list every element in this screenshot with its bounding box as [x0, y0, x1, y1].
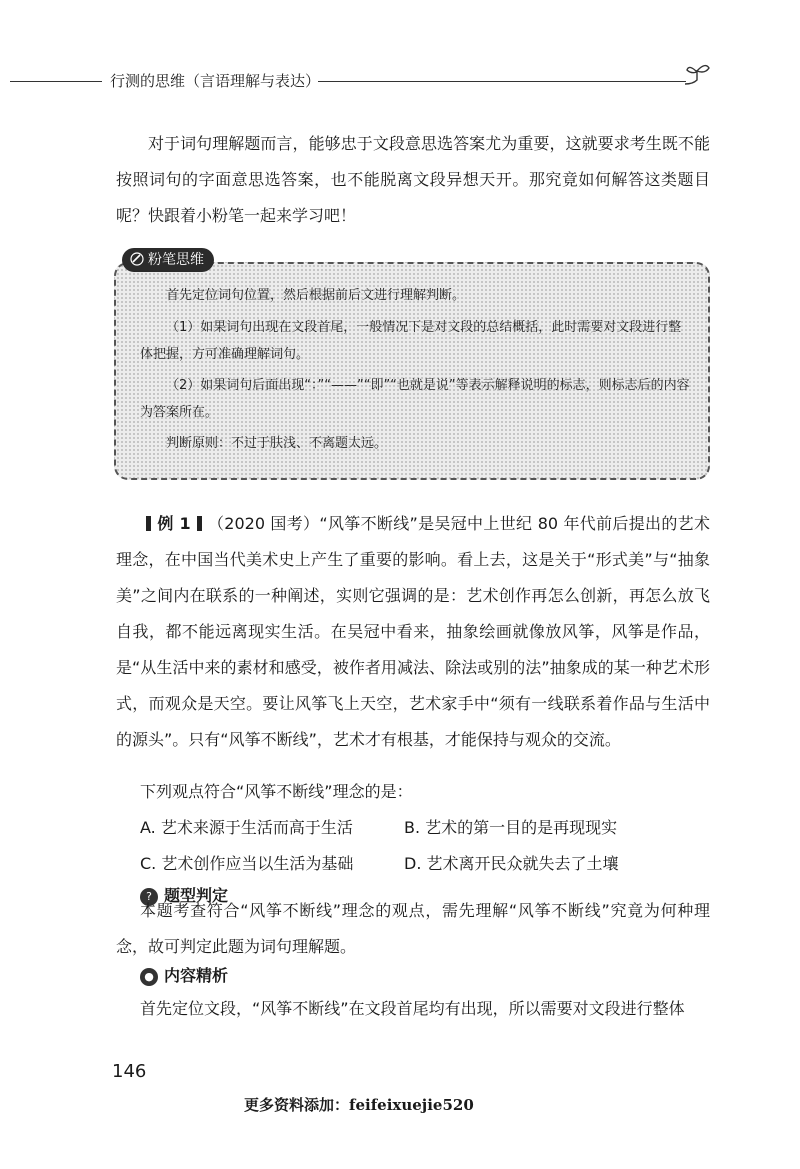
chalk-icon: [130, 252, 144, 266]
option-b: B. 艺术的第一目的是再现现实: [404, 818, 618, 837]
chalk-line-2: （1）如果词句出现在文段首尾，一般情况下是对文段的总结概括，此时需要对文段进行整体把握，方可准确理解词句。: [140, 320, 682, 362]
header-title: 行测的思维（言语理解与表达）: [110, 72, 321, 90]
page-number: 146: [112, 1061, 147, 1082]
chalk-line-1: 首先定位词句位置，然后根据前后文进行理解判断。: [166, 288, 466, 303]
section-analysis-text: 首先定位文段，“风筝不断线”在文段首尾均有出现，所以需要对文段进行整体: [140, 999, 685, 1018]
magnifier-icon: ●: [140, 968, 158, 986]
section-type-title: 题型判定: [164, 886, 229, 905]
option-c: C. 艺术创作应当以生活为基础: [140, 854, 354, 873]
intro-paragraph: 对于词句理解题而言，能够忠于文段意思选答案尤为重要，这就要求考生既不能按照词句的字面意思选答案，也不能脱离文段异想天开。那究竟如何解答这类题目呢？快跟着小粉笔一起来学习吧！: [116, 134, 710, 225]
example-passage: [116, 506, 710, 758]
option-a: A. 艺术来源于生活而高于生活: [140, 818, 353, 837]
header-rule-right: [318, 81, 686, 82]
example-label: 例 1: [157, 514, 191, 533]
chalk-line-3: （2）如果词句后面出现“：”“——”“即”“也就是说”等表示解释说明的标志，则标志后的内容为答案所在。: [140, 378, 690, 420]
page-header: [0, 60, 800, 96]
example-bar-left: [146, 516, 151, 531]
option-d: D. 艺术离开民众就失去了土壤: [404, 854, 619, 873]
header-rule-left: [10, 81, 102, 82]
sprout-icon: [683, 60, 713, 88]
chalk-line-4: 判断原则：不过于肤浅、不离题太远。: [166, 436, 388, 451]
section-analysis-heading: [140, 961, 228, 991]
section-type-text: 本题考查符合“风筝不断线”理念的观点，需先理解“风筝不断线”究竟为何种理念，故可判定此题为词句理解题。: [116, 901, 710, 956]
chalk-tag-label: 粉笔思维: [148, 252, 204, 268]
chalk-thinking-tag: [122, 248, 214, 272]
question-mark-icon: ?: [140, 888, 158, 906]
question-stem: 下列观点符合“风筝不断线”理念的是：: [140, 782, 413, 801]
footer-note: 更多资料添加：feifeixuejie520: [244, 1096, 474, 1114]
example-text: （2020 国考）“风筝不断线”是吴冠中上世纪 80 年代前后提出的艺术理念，在中国当代美术史上产生了重要的影响。看上去，这是关于“形式美”与“抽象美”之间内在联系的一种阐述，实则它强调的是：艺术创作再怎么创新，再怎么放飞自我，都不能远离现实生活。在吴冠中看来，抽象绘画就像放风筝，风筝是作品，是“从生活中来的素材和感受，被作者用减法、除法或别的法”抽象成的某一种艺术形式，而观众是天空。要让风筝飞上天空，艺术家手中“须有一线联系着作品与生活中的源头”。只有“风筝不断线”，艺术才有根基，才能保持与观众的交流。: [116, 514, 710, 749]
section-analysis-title: 内容精析: [164, 966, 229, 985]
example-bar-right: [197, 516, 202, 531]
